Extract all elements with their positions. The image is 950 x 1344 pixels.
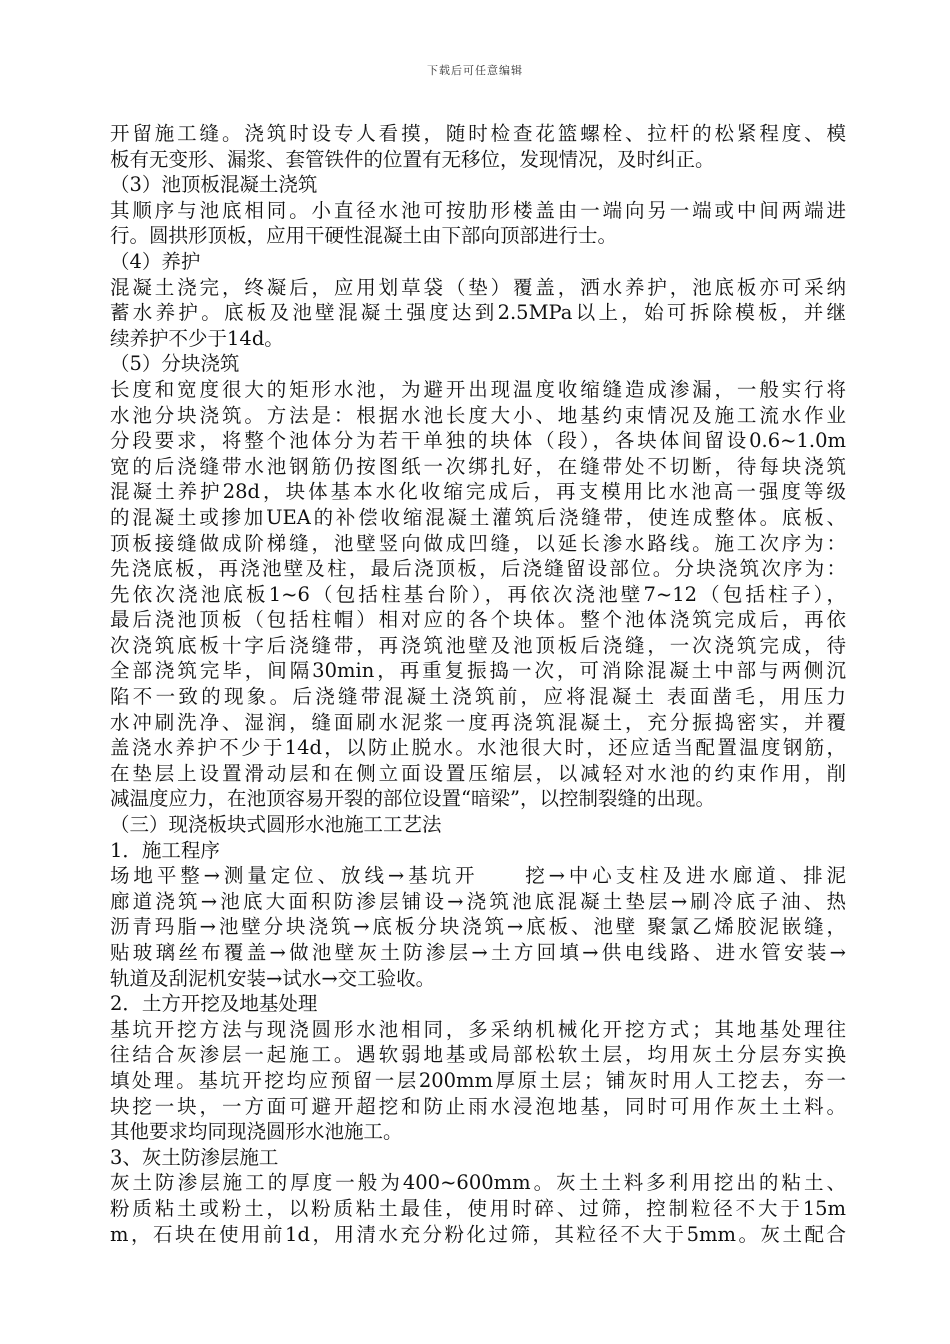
text-line: 陷不一致的现象。后浇缝带混凝土浇筑前，应将混凝土 表面凿毛，用压力 <box>110 685 846 709</box>
text-line: 填处理。基坑开挖均应预留一层200mm厚原土层；铺灰时用人工挖去，夯一 <box>110 1068 846 1092</box>
text-line: 块挖一块，一方面可避开超挖和防止雨水浸泡地基，同时可用作灰土土料。 <box>110 1094 846 1118</box>
text-line: 往结合灰渗层一起施工。遇软弱地基或局部松软土层，均用灰土分层夯实换 <box>110 1043 846 1067</box>
text-line: 开留施工缝。浇筑时设专人看摸，随时检查花篮螺栓、拉杆的松紧程度、模 <box>110 122 846 145</box>
text-line: 行。圆拱形顶板，应用干硬性混凝土由下部向顶部进行士。 <box>110 224 618 248</box>
text-line: 轨道及刮泥机安装→试水→交工验收。 <box>110 966 436 990</box>
text-line: 的混凝土或掺加UEA的补偿收缩混凝土灌筑后浇缝带，使连成整体。底板、 <box>110 505 846 529</box>
text-line: 长度和宽度很大的矩形水池，为避开出现温度收缩缝造成渗漏，一般实行将 <box>110 377 846 401</box>
text-line: 混凝土浇完，终凝后，应用划草袋（垫）覆盖，洒水养护，池底板亦可采纳 <box>110 275 846 299</box>
text-line: 基坑开挖方法与现浇圆形水池相同，多采纳机械化开挖方式；其地基处理往 <box>110 1017 846 1041</box>
page-header-note: 下载后可任意编辑 <box>427 64 523 77</box>
text-line: 先浇底板，再浇池壁及柱，最后浇顶板，后浇缝留设部位。分块浇筑次序为： <box>110 557 846 581</box>
text-line: （3）池顶板混凝土浇筑 <box>110 173 318 197</box>
text-line: 最后浇池顶板（包括柱帽）相对应的各个块体。整个池体浇筑完成后，再依 <box>110 608 846 632</box>
document-body <box>110 121 846 1247</box>
text-line: 2．土方开挖及地基处理 <box>110 992 318 1016</box>
text-line: 水冲刷洗净、湿润，缝面刷水泥浆一度再浇筑混凝土，充分振捣密实，并覆 <box>110 710 846 734</box>
text-line: 灰土防渗层施工的厚度一般为400~600mm。灰土土料多利用挖出的粘土、 <box>110 1171 846 1195</box>
text-line: 全部浇筑完毕，间隔30min，再重复振捣一次，可消除混凝土中部与两侧沉 <box>110 659 846 683</box>
text-line: 3、灰土防渗层施工 <box>110 1145 279 1169</box>
text-line: 场地平整→测量定位、放线→基坑开 挖→中心支柱及进水廊道、排泥 <box>110 864 846 888</box>
text-line: 其顺序与池底相同。小直径水池可按肋形楼盖由一端向另一端或中间两端进 <box>110 198 846 222</box>
text-line: 次浇筑底板十字后浇缝带，再浇筑池壁及池顶板后浇缝，一次浇筑完成，待 <box>110 633 846 657</box>
text-line: 续养护不少于14d。 <box>110 326 284 350</box>
text-line: 先依次浇池底板1~6（包括柱基台阶），再依次浇池壁7~12（包括柱子）， <box>110 582 846 606</box>
text-line: 贴玻璃丝布覆盖→做池壁灰土防渗层→土方回填→供电线路、进水管安装→ <box>110 941 846 964</box>
text-line: 沥青玛脂→池壁分块浇筑→底板分块浇筑→底板、池壁 聚氯乙烯胶泥嵌缝， <box>110 915 846 939</box>
text-line: 板有无变形、漏浆、套管铁件的位置有无移位，发现情况，及时纠正。 <box>110 147 715 171</box>
text-line: 盖浇水养护不少于14d，以防止脱水。水池很大时，还应适当配置温度钢筋， <box>110 736 846 760</box>
text-line: 水池分块浇筑。方法是：根据水池长度大小、地基约束情况及施工流水作业 <box>110 403 846 427</box>
text-line: 在垫层上设置滑动层和在侧立面设置压缩层，以减轻对水池的约束作用，削 <box>110 761 846 785</box>
text-line: 减温度应力，在池顶容易开裂的部位设置“暗梁”，以控制裂缝的出现。 <box>110 787 715 811</box>
text-line: 蓄水养护。底板及池壁混凝土强度达到2.5MPa以上，始可拆除模板，并继 <box>110 301 846 325</box>
text-line: 顶板接缝做成阶梯缝，池壁竖向做成凹缝，以延长渗水路线。施工次序为： <box>110 531 846 555</box>
text-line: 廊道浇筑→池底大面积防渗层铺设→浇筑池底混凝土垫层→刷冷底子油、热 <box>110 889 846 913</box>
text-line: 1．施工程序 <box>110 838 220 862</box>
text-line: （三）现浇板块式圆形水池施工工艺法 <box>110 813 442 837</box>
text-line: 混凝土养护28d，块体基本水化收缩完成后，再支模用比水池高一强度等级 <box>110 480 846 504</box>
text-line: 宽的后浇缝带水池钢筋仍按图纸一次绑扎好，在缝带处不切断，待每块浇筑 <box>110 454 846 478</box>
text-line: 其他要求均同现浇圆形水池施工。 <box>110 1120 403 1144</box>
text-line: 粉质粘土或粉土，以粉质粘土最佳，使用时碎、过筛，控制粒径不大于15m <box>110 1196 846 1220</box>
text-line: （5）分块浇筑 <box>110 352 240 376</box>
text-line: （4）养护 <box>110 249 201 273</box>
text-line: 分段要求，将整个池体分为若干单独的块体（段），各块体间留设0.6~1.0m <box>110 429 846 453</box>
text-line: m，石块在使用前1d，用清水充分粉化过筛，其粒径不大于5mm。灰土配合 <box>110 1222 846 1246</box>
